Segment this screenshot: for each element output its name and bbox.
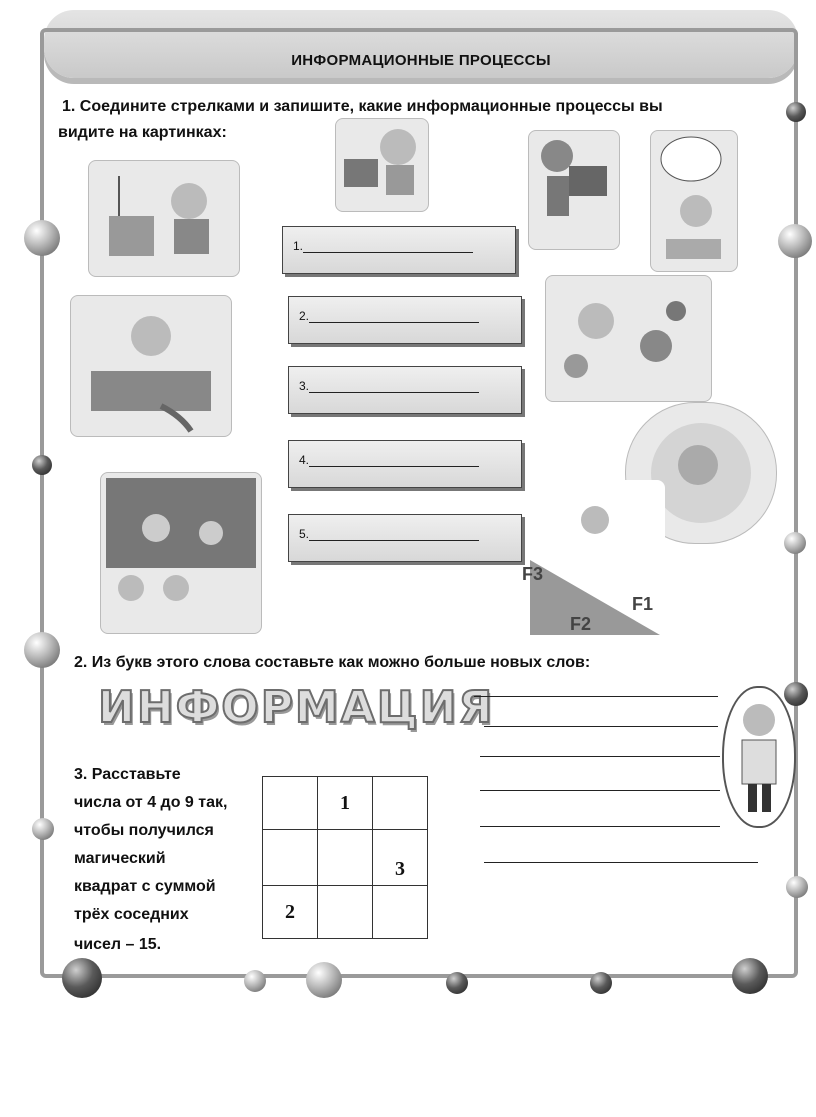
decor-ball: [784, 532, 806, 554]
answer-line[interactable]: [480, 826, 720, 827]
task1-text-line1: 1. Соедините стрелками и запишите, какие информационные процессы вы: [62, 98, 663, 115]
physics-boy-picture: [520, 480, 665, 638]
answer-line[interactable]: [474, 696, 718, 697]
answer-box-4-label: 4.: [299, 453, 310, 467]
thinking-boy-picture: [650, 130, 738, 272]
decor-ball: [784, 682, 808, 706]
magic-cell[interactable]: [263, 777, 318, 830]
answer-box-3-label: 3.: [299, 379, 310, 393]
answer-box-4[interactable]: [288, 440, 522, 488]
magic-cell[interactable]: 2: [263, 886, 318, 939]
answer-box-1[interactable]: [282, 226, 516, 274]
force-label-f2: F2: [570, 614, 592, 634]
decor-ball: [244, 970, 266, 992]
task2-text: 2. Из букв этого слова составьте как можно больше новых слов:: [74, 654, 591, 671]
decor-ball: [62, 958, 102, 998]
decor-ball: [590, 972, 612, 994]
magic-cell[interactable]: [318, 830, 373, 886]
classroom-picture: [100, 472, 262, 634]
decor-ball: [24, 632, 60, 668]
decor-ball: [24, 220, 60, 256]
answer-box-2-label: 2.: [299, 309, 310, 323]
magic-square: [262, 776, 428, 939]
answer-box-1-label: 1.: [293, 239, 304, 253]
decor-ball: [786, 876, 808, 898]
force-label-f1: F1: [632, 594, 654, 614]
task3-text-line5: квадрат с суммой: [74, 878, 216, 895]
answer-box-5[interactable]: [288, 514, 522, 562]
magic-cell[interactable]: 3: [373, 830, 428, 886]
flowers-boy-picture: [545, 275, 712, 402]
answer-box-2[interactable]: [288, 296, 522, 344]
answer-box-5-label: 5.: [299, 527, 310, 541]
task3-text-line3: чтобы получился: [74, 822, 214, 839]
decor-ball: [786, 102, 806, 122]
answer-box-3[interactable]: [288, 366, 522, 414]
studying-boy-picture: [70, 295, 232, 437]
magic-cell[interactable]: [373, 886, 428, 939]
task1-text-line2: видите на картинках:: [58, 124, 227, 141]
computer-boy-picture: [335, 118, 429, 212]
magic-cell[interactable]: [318, 886, 373, 939]
answer-line[interactable]: [480, 790, 720, 791]
decor-ball: [446, 972, 468, 994]
magic-cell[interactable]: [263, 830, 318, 886]
books-boy-picture: [528, 130, 620, 250]
task3-text-line6: трёх соседних: [74, 906, 189, 923]
answer-line[interactable]: [480, 756, 720, 757]
decor-ball: [32, 455, 52, 475]
answer-line[interactable]: [484, 726, 718, 727]
answer-line[interactable]: [484, 862, 758, 863]
task3-text-line7: чисел – 15.: [74, 936, 162, 953]
decor-ball: [32, 818, 54, 840]
force-label-f3: F3: [522, 564, 544, 584]
word-informatsiya: ИНФОРМАЦИЯ: [98, 682, 495, 733]
task3-text-line1: 3. Расставьте: [74, 766, 181, 783]
decor-ball: [732, 958, 768, 994]
student-picture: [722, 686, 796, 828]
decor-ball: [778, 224, 812, 258]
radio-boy-picture: [88, 160, 240, 277]
decor-ball: [306, 962, 342, 998]
task3-text-line4: магический: [74, 850, 166, 867]
page-title: ИНФОРМАЦИОННЫЕ ПРОЦЕССЫ: [291, 52, 551, 69]
task3-text-line2: числа от 4 до 9 так,: [74, 794, 228, 811]
magic-cell[interactable]: [373, 777, 428, 830]
magic-cell[interactable]: 1: [318, 777, 373, 830]
